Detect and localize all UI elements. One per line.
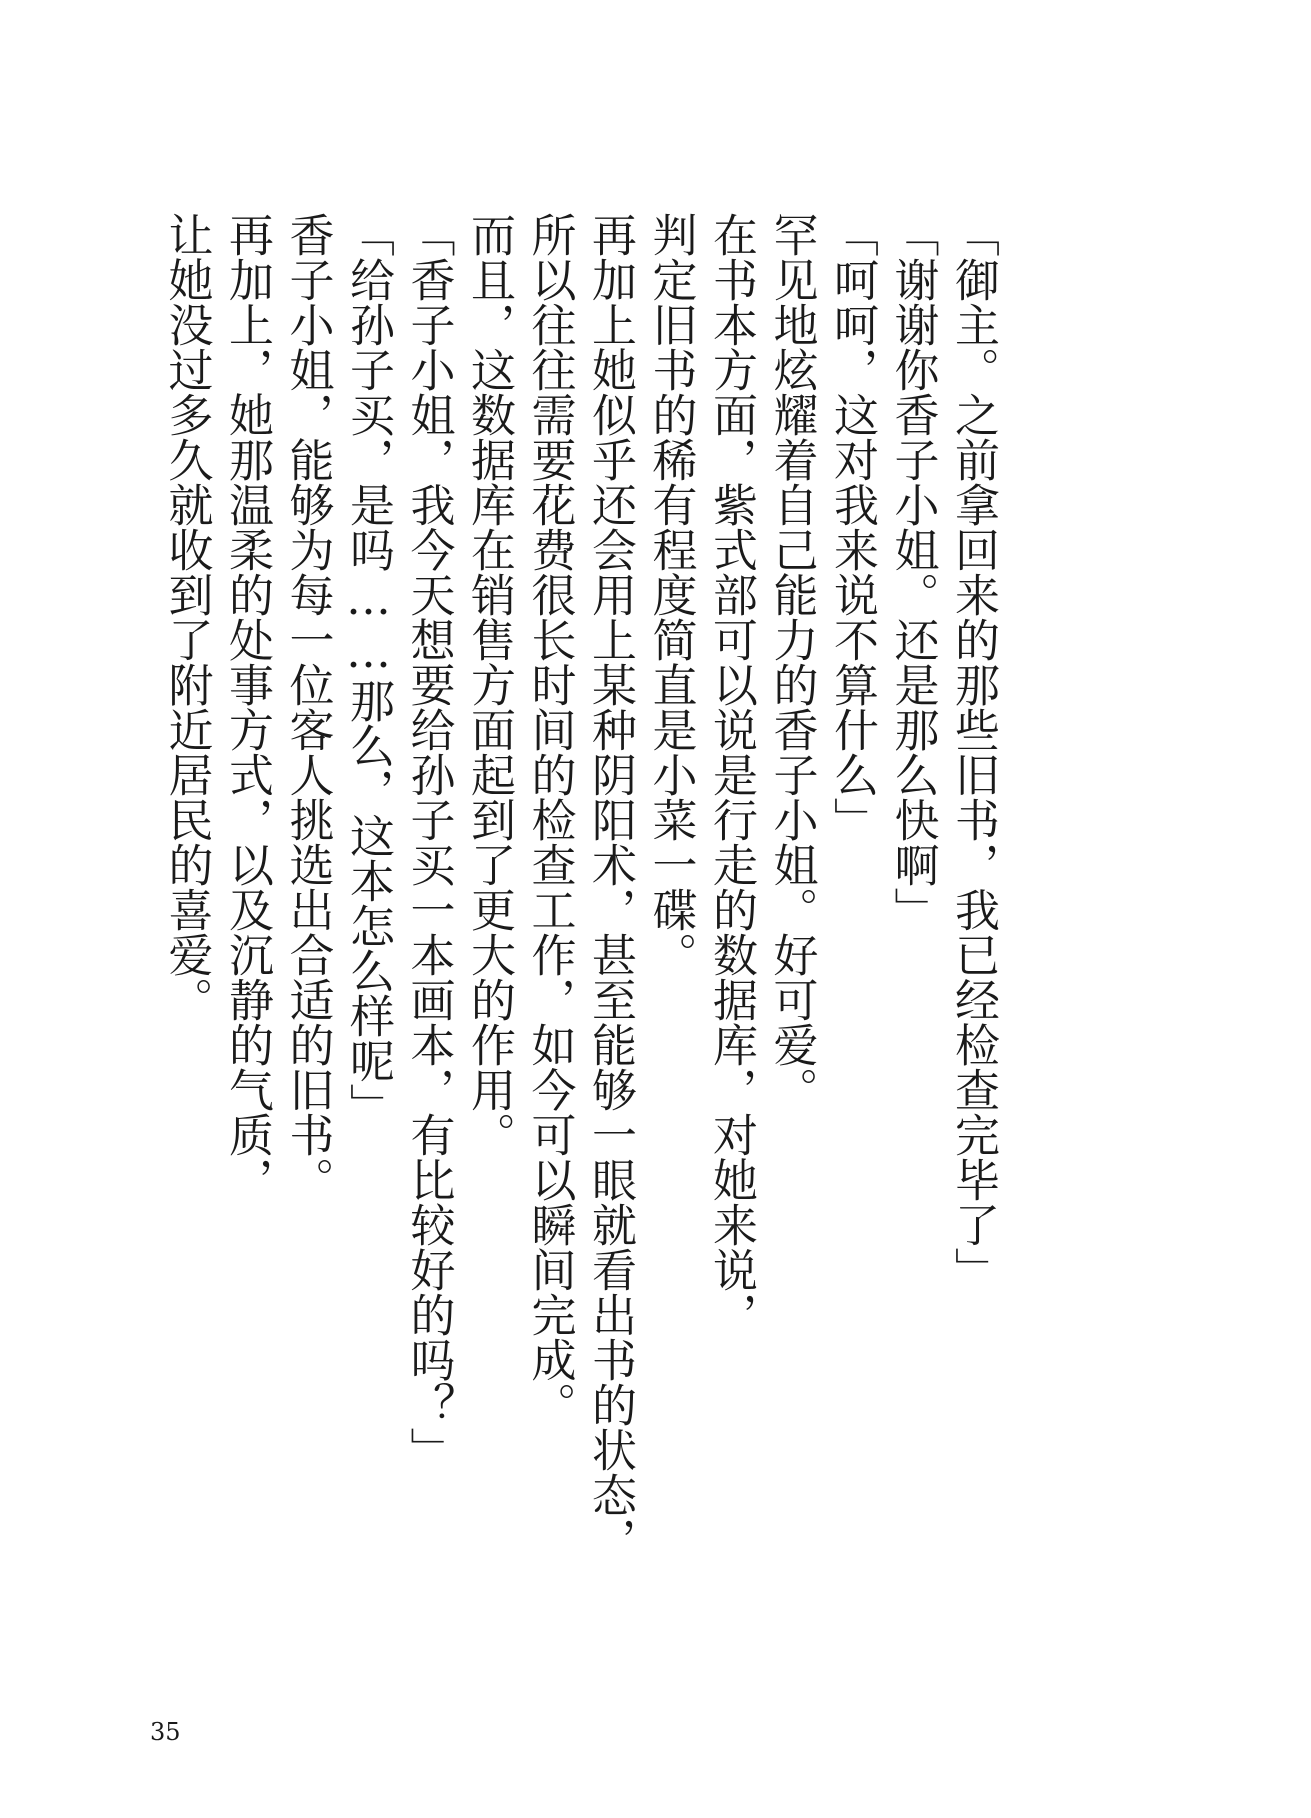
text-line: 罕见地炫耀着自己能力的香子小姐。好可爱。: [765, 212, 819, 1112]
text-line: 「给孙子买，是吗……那么，这本怎么样呢」: [342, 212, 395, 1128]
text-line: 「呵呵，这对我来说不算什么」: [826, 212, 879, 842]
vertical-text-body: [156, 212, 1003, 1562]
text-line: 而且，这数据库在销售方面起到了更大的作用。: [463, 212, 516, 1157]
text-line: 判定旧书的稀有程度简直是小菜一碟。: [644, 212, 698, 977]
text-line: 再加上，她那温柔的处事方式，以及沉静的气质，: [221, 212, 274, 1202]
text-line: 「谢谢你香子小姐。还是那么快啊」: [886, 212, 940, 932]
text-line: 「香子小姐，我今天想要给孙子买一本画本，有比较好的吗？」: [402, 212, 456, 1472]
page-number: 35: [150, 1718, 181, 1746]
text-line: 香子小姐，能够为每一位客人挑选出合适的旧书。: [281, 212, 335, 1202]
text-line: 「御主。之前拿回来的那些旧书，我已经检查完毕了」: [947, 212, 1000, 1292]
text-line: 所以往往需要花费很长时间的检查工作，如今可以瞬间完成。: [523, 212, 577, 1427]
text-line: 让她没过多久就收到了附近居民的喜爱。: [160, 212, 214, 1022]
text-line: 在书本方面，紫式部可以说是行走的数据库，对她来说，: [705, 212, 758, 1337]
text-line: 再加上她似乎还会用上某种阴阳术，甚至能够一眼就看出书的状态，: [584, 212, 637, 1562]
